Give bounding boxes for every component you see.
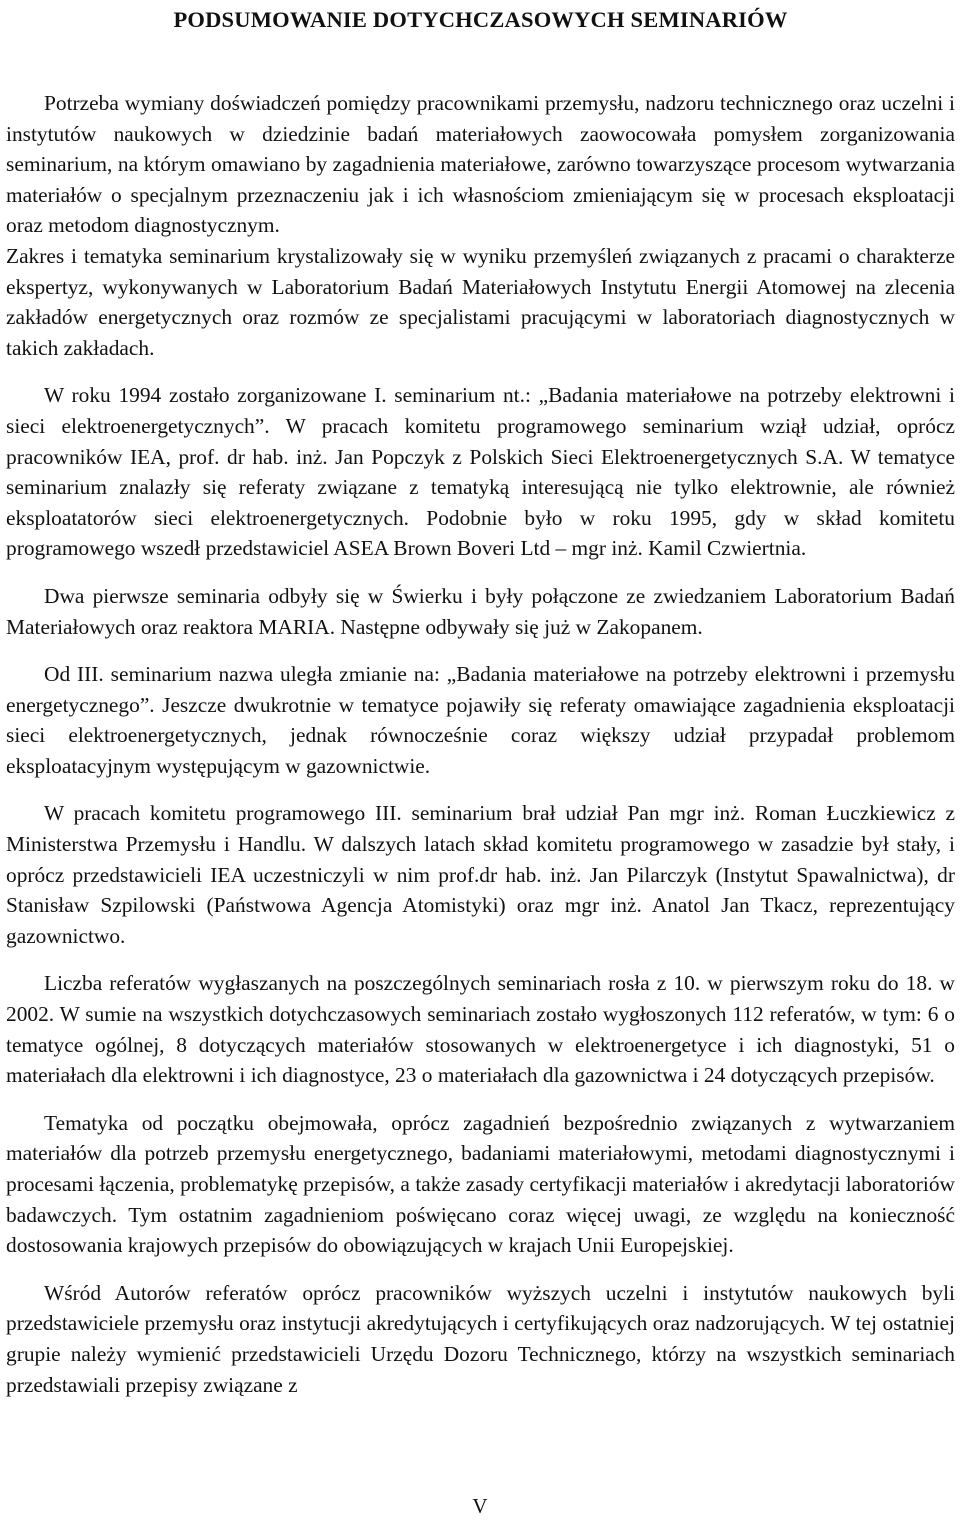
paragraph-2: Zakres i tematyka seminarium krystalizowały się w wyniku przemyśleń związanych z pracami o charakterze ekspertyz, wykonywanych w Laboratorium Badań Materiałowych Instytutu Energii Atomowej na zlecenia zakładów energetycznych oraz rozmów ze specjalistami pracującymi w laboratoriach diagnostycznych w takich zakładach. bbox=[6, 243, 955, 360]
document-title: PODSUMOWANIE DOTYCHCZASOWYCH SEMINARIÓW bbox=[173, 7, 788, 32]
paragraph-6: W pracach komitetu programowego III. seminarium brał udział Pan mgr inż. Roman Łuczkiewicz z Ministerstwa Przemysłu i Handlu. W dalszych latach skład komitetu programowego w zasadzie był stały, i oprócz przedstawicieli IEA uczestniczyli w nim prof.dr hab. inż. Jan Pilarczyk (Instytut Spawalnictwa), dr Stanisław Szpilowski (Państwowa Agencja Atomistyki) oraz mgr inż. Anatol Jan Tkacz, reprezentujący gazownictwo. bbox=[6, 801, 955, 948]
paragraph-9: Wśród Autorów referatów oprócz pracowników wyższych uczelni i instytutów naukowych byli przedstawiciele przemysłu oraz instytucji akredytujących i certyfikujących oraz nadzorujących. W tej ostatniej grupie należy wymienić przedstawicieli Urzędu Dozoru Technicznego, którzy na wszystkich seminariach przedstawiali przepisy związane z bbox=[6, 1280, 955, 1397]
page-number: V bbox=[472, 1494, 488, 1518]
paragraph-5: Od III. seminarium nazwa uległa zmianie na: „Badania materiałowe na potrzeby elektrowni i przemysłu energetycznego”. Jeszcze dwukrotnie w tematyce pojawiły się referaty omawiające zagadnienia eksploatacji sieci elektroenergetycznych, jednak równocześnie coraz większy udział przypadał problemom eksploatacyjnym występującym w gazownictwie. bbox=[6, 662, 955, 778]
paragraph-1: Potrzeba wymiany doświadczeń pomiędzy pracownikami przemysłu, nadzoru technicznego oraz uczelni i instytutów naukowych w dziedzinie badań materiałowych zaowocowała pomysłem zorganizowania seminarium, na którym omawiano by zagadnienia materiałowe, zarówno towarzyszące procesom wytwarzania materiałów o specjalnym przeznaczeniu jak i ich własnościom zmieniającym się w procesach eksploatacji oraz metodom diagnostycznym. bbox=[6, 91, 955, 238]
document-body bbox=[6, 88, 955, 1400]
paragraph-8: Tematyka od początku obejmowała, oprócz zagadnień bezpośrednio związanych z wytwarzaniem materiałów dla potrzeb przemysłu energetycznego, badaniami materiałowymi, metodami diagnostycznymi i procesami łączenia, problematykę przepisów, a także zasady certyfikacji materiałów i akredytacji laboratoriów badawczych. Tym ostatnim zagadnieniom poświęcano coraz więcej uwagi, ze względu na konieczność dostosowania krajowych przepisów do obowiązujących w krajach Unii Europejskiej. bbox=[6, 1110, 955, 1258]
paragraph-7: Liczba referatów wygłaszanych na poszczególnych seminariach rosła z 10. w pierwszym roku do 18. w 2002. W sumie na wszystkich dotychczasowych seminariach zostało wygłoszonych 112 referatów, w tym: 6 o tematyce ogólnej, 8 dotyczących materiałów stosowanych w elektroenergetyce i ich diagnostyki, 51 o materiałach dla elektrowni i ich diagnostyce, 23 o materiałach dla gazownictwa i 24 dotyczących przepisów. bbox=[6, 971, 955, 1088]
paragraph-3: W roku 1994 zostało zorganizowane I. seminarium nt.: „Badania materiałowe na potrzeby elektrowni i sieci elektroenergetycznych”. W pracach komitetu programowego seminarium wziął udział, oprócz pracowników IEA, prof. dr hab. inż. Jan Popczyk z Polskich Sieci Elektroenergetycznych S.A. W tematyce seminarium znalazły się referaty związane z tematyką interesującą nie tylko elektrownie, ale również eksploatatorów sieci elektroenergetycznych. Podobnie było w roku 1995, gdy w skład komitetu programowego wszedł przedstawiciel ASEA Brown Boveri Ltd – mgr inż. Kamil Czwiertnia. bbox=[6, 383, 955, 561]
paragraph-4: Dwa pierwsze seminaria odbyły się w Świerku i były połączone ze zwiedzaniem Laboratorium Badań Materiałowych oraz reaktora MARIA. Następne odbywały się już w Zakopanem. bbox=[6, 583, 955, 639]
